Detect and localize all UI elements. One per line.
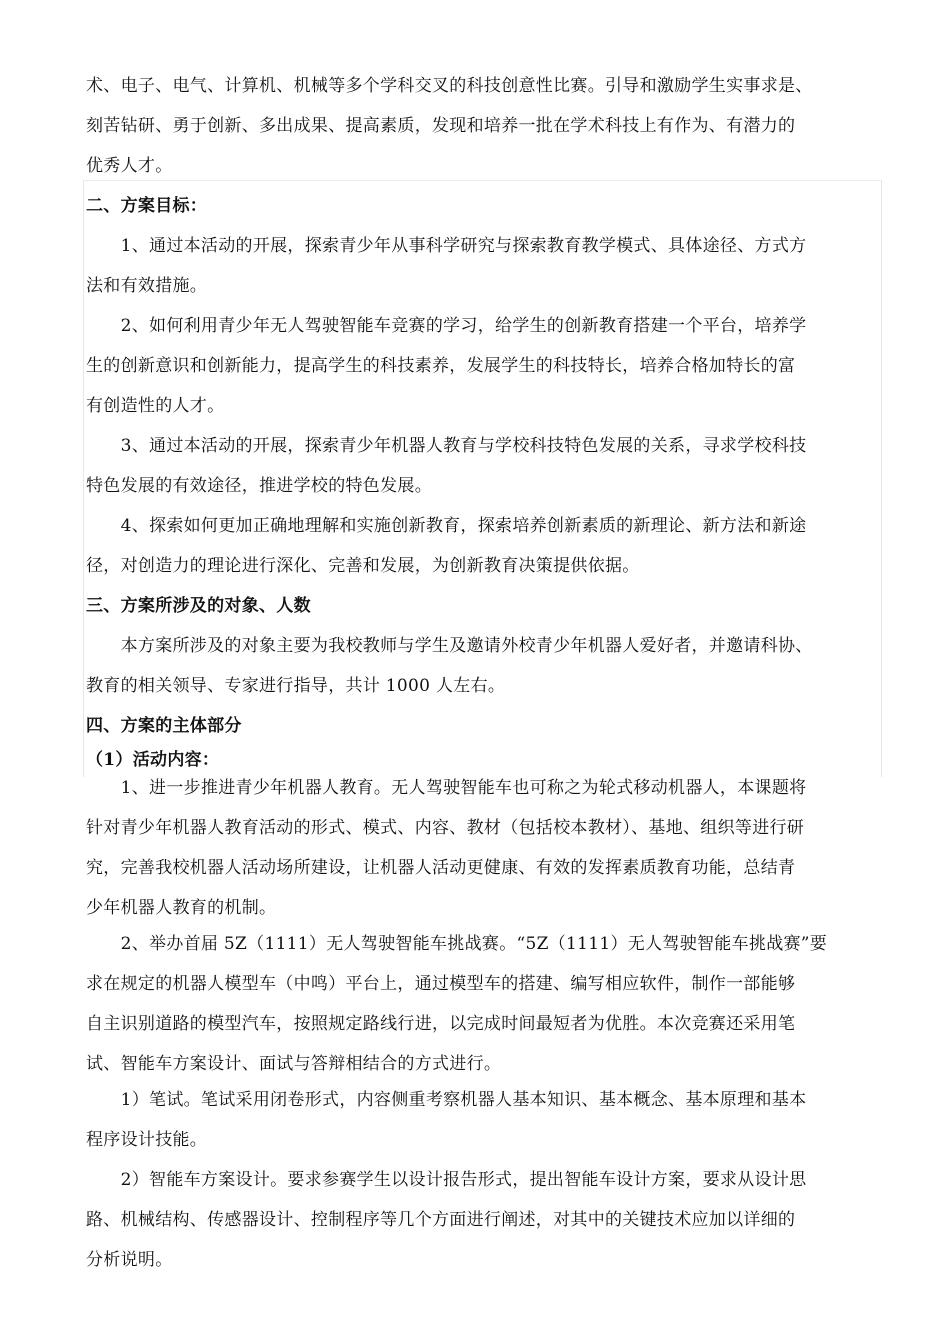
text-line: 有创造性的人才。 xyxy=(86,396,225,416)
text-line: 2、如何利用青少年无人驾驶智能车竞赛的学习，给学生的创新教育搭建一个平台，培养学 xyxy=(86,316,807,336)
text-line: 教育的相关领导、专家进行指导，共计 1000 人左右。 xyxy=(86,676,506,696)
heading-text: 二、方案目标： xyxy=(86,196,208,216)
activity-item-2 xyxy=(86,924,886,1084)
section-2-heading xyxy=(86,186,886,226)
text-line: 术、电子、电气、计算机、机械等多个学科交叉的科技创意性比赛。引导和激励学生实事求是、 xyxy=(86,76,813,96)
text-line: 1、通过本活动的开展，探索青少年从事科学研究与探索教育教学模式、具体途径、方式方 xyxy=(86,236,807,256)
goal-item-3 xyxy=(86,426,886,506)
text-line: 路、机械结构、传感器设计、控制程序等几个方面进行阐述，对其中的关键技术应加以详细的 xyxy=(86,1210,796,1230)
design-plan-item xyxy=(86,1160,886,1280)
text-line: 特色发展的有效途径，推进学校的特色发展。 xyxy=(86,476,432,496)
text-line: 针对青少年机器人教育活动的形式、模式、内容、教材（包括校本教材）、基地、组织等进行研 xyxy=(86,818,805,838)
heading-text: 三、方案所涉及的对象、人数 xyxy=(86,596,311,616)
audience-paragraph xyxy=(86,626,886,706)
text-line: 求在规定的机器人模型车（中鸣）平台上，通过模型车的搭建、编写相应软件，制作一部能够 xyxy=(86,974,796,994)
text-line: 生的创新意识和创新能力，提高学生的科技素养，发展学生的科技特长，培养合格加特长的富 xyxy=(86,356,796,376)
text-line: 法和有效措施。 xyxy=(86,276,208,296)
activity-item-1 xyxy=(86,768,886,928)
text-line: 优秀人才。 xyxy=(86,156,173,176)
text-line: 3、通过本活动的开展，探索青少年机器人教育与学校科技特色发展的关系，寻求学校科技 xyxy=(86,436,807,456)
heading-text: 四、方案的主体部分 xyxy=(86,716,242,736)
text-line: 1）笔试。笔试采用闭卷形式，内容侧重考察机器人基本知识、基本概念、基本原理和基本 xyxy=(86,1090,807,1110)
text-line: 1、进一步推进青少年机器人教育。无人驾驶智能车也可称之为轮式移动机器人，本课题将 xyxy=(86,778,807,798)
text-line: 试、智能车方案设计、面试与答辩相结合的方式进行。 xyxy=(86,1054,502,1074)
text-line: 4、探索如何更加正确地理解和实施创新教育，探索培养创新素质的新理论、新方法和新途 xyxy=(86,516,807,536)
text-line: 程序设计技能。 xyxy=(86,1130,208,1150)
goal-item-1 xyxy=(86,226,886,306)
subheading-text: （1）活动内容： xyxy=(86,750,220,770)
text-line: 2、举办首届 5Z（1111）无人驾驶智能车挑战赛。“5Z（1111）无人驾驶智能车挑战赛”要 xyxy=(86,934,828,954)
written-test-item xyxy=(86,1080,886,1160)
intro-paragraph xyxy=(86,66,886,186)
text-line: 径，对创造力的理论进行深化、完善和发展，为创新教育决策提供依据。 xyxy=(86,556,640,576)
text-line: 自主识别道路的模型汽车，按照规定路线行进，以完成时间最短者为优胜。本次竞赛还采用笔 xyxy=(86,1014,796,1034)
text-line: 2）智能车方案设计。要求参赛学生以设计报告形式，提出智能车设计方案，要求从设计思 xyxy=(86,1170,807,1190)
text-line: 究，完善我校机器人活动场所建设，让机器人活动更健康、有效的发挥素质教育功能，总结青 xyxy=(86,858,796,878)
text-line: 少年机器人教育的机制。 xyxy=(86,898,277,918)
text-line: 本方案所涉及的对象主要为我校教师与学生及邀请外校青少年机器人爱好者，并邀请科协、 xyxy=(86,636,813,656)
goal-item-2 xyxy=(86,306,886,426)
section-3-heading xyxy=(86,586,886,626)
text-line: 刻苦钻研、勇于创新、多出成果、提高素质，发现和培养一批在学术科技上有作为、有潜力的 xyxy=(86,116,796,136)
text-line: 分析说明。 xyxy=(86,1250,173,1270)
goal-item-4 xyxy=(86,506,886,586)
